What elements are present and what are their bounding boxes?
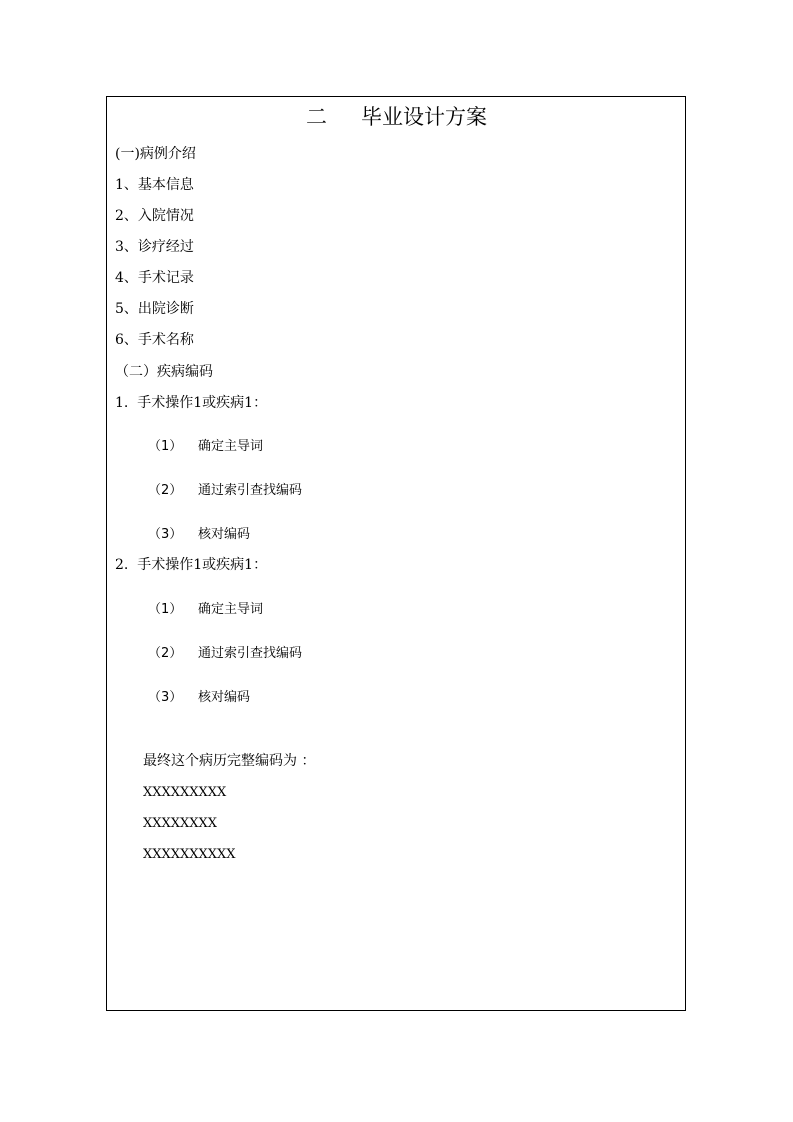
coding-heading: （二）疾病编码 [115,364,213,380]
title-text: 毕业设计方案 [361,105,487,129]
case-intro-heading: (一)病例介绍 [115,146,196,162]
coding-step-index: （3） [148,527,183,542]
case-intro-item: 5、出院诊断 [115,301,194,317]
case-intro-item: 4、手术记录 [115,270,194,286]
case-intro-item: 2、入院情况 [115,208,194,224]
coding-step-index: （3） [148,690,183,705]
coding-group-label: 2. 手术操作1或疾病1： [115,557,268,573]
case-intro-item: 6、手术名称 [115,332,194,348]
final-code: XXXXXXXXX [143,785,227,800]
coding-step-text: 核对编码 [198,527,251,542]
page-title [0,107,793,128]
coding-step-index: （2） [148,646,183,661]
coding-step-text: 通过索引查找编码 [198,646,303,661]
coding-step [148,647,302,660]
coding-step-index: （1） [148,439,183,454]
coding-step-text: 核对编码 [198,690,251,705]
coding-step [148,528,250,541]
coding-step-index: （2） [148,483,183,498]
case-intro-item: 3、诊疗经过 [115,239,194,255]
document-frame [106,96,686,1011]
case-intro-item: 1、基本信息 [115,177,194,193]
final-code: XXXXXXXX [143,816,218,831]
coding-step-text: 通过索引查找编码 [198,483,303,498]
coding-step [148,440,263,453]
final-code-label: 最终这个病历完整编码为 ： [143,753,316,769]
coding-step [148,484,302,497]
coding-step [148,603,263,616]
coding-step-text: 确定主导词 [198,439,264,454]
coding-group-label: 1. 手术操作1或疾病1： [115,395,268,411]
coding-step-index: （1） [148,602,183,617]
coding-step [148,691,250,704]
coding-step-text: 确定主导词 [198,602,264,617]
title-number: 二 [306,105,327,129]
final-code: XXXXXXXXXX [143,847,236,862]
